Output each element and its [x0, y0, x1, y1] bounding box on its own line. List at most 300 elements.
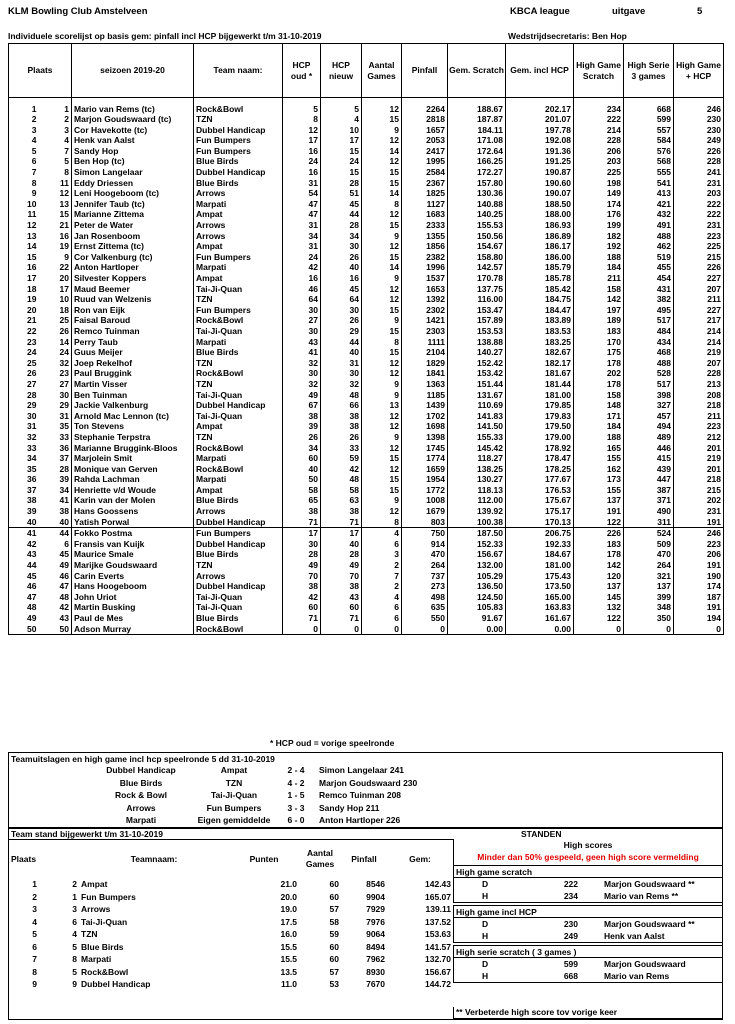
high-game-cell: 182	[574, 231, 624, 242]
pinfall-cell: 1829	[402, 358, 448, 369]
pinfall-cell: 1995	[402, 156, 448, 167]
pinfall-cell: 264	[402, 560, 448, 571]
high-serie-cell: 489	[624, 432, 674, 443]
games-cell: 15	[362, 167, 402, 178]
high-game-hcp-cell: 219	[674, 347, 724, 358]
pinfall-cell: 2053	[402, 135, 448, 146]
high-game-cell: 170	[574, 337, 624, 348]
rank-cell: 3	[9, 125, 39, 136]
games-cell: 15	[362, 326, 402, 337]
team-name-cell: Rock&Bowl	[81, 966, 129, 977]
prev-rank-cell: 32	[39, 358, 72, 369]
table-row	[9, 432, 724, 443]
player-name-cell: Faisal Baroud	[72, 315, 194, 326]
player-name-cell: Adson Murray	[72, 624, 194, 635]
pinfall-cell: 1679	[402, 506, 448, 517]
team-name-cell: Dubbel Handicap	[81, 979, 151, 989]
team-name-cell: Marpati	[194, 337, 283, 348]
games-cell: 60	[329, 954, 340, 964]
hcp-new-cell: 49	[321, 560, 362, 571]
table-row	[9, 421, 724, 432]
player-name-cell: Marianne Zittema	[72, 209, 194, 220]
team-name-cell: TZN	[194, 114, 283, 125]
games-cell: 9	[362, 231, 402, 242]
high-game-cell: 171	[574, 411, 624, 422]
high-game-cell: 188	[574, 252, 624, 263]
player-name-cell: Fransis van Kuijk	[72, 539, 194, 550]
table-row	[9, 167, 724, 178]
team-name-cell: Blue Birds	[194, 495, 283, 506]
pinfall-cell: 8546	[366, 879, 386, 889]
prev-rank-cell: 38	[39, 506, 72, 517]
player-name-cell: Marjon Goudswaard (tc)	[72, 114, 194, 125]
standen-label: STANDEN	[521, 829, 562, 839]
table-row	[9, 146, 724, 157]
prev-rank-cell: 49	[39, 560, 72, 571]
table-row	[9, 104, 724, 115]
prev-rank-cell: 39	[39, 474, 72, 485]
col-header: Gem. incl HCP	[506, 44, 574, 98]
table-row	[9, 517, 724, 528]
high-game-hcp-cell: 207	[674, 284, 724, 295]
high-serie-cell: 541	[624, 178, 674, 189]
high-serie-cell: 491	[624, 220, 674, 231]
pinfall-cell: 2382	[402, 252, 448, 263]
team-results-section	[8, 752, 723, 828]
games-cell: 60	[329, 891, 340, 902]
high-game-cell: 149	[574, 188, 624, 199]
prev-rank-cell: 7	[39, 146, 72, 157]
stand-row	[9, 928, 453, 941]
games-cell: 15	[362, 453, 402, 464]
games-cell: 6	[362, 613, 402, 624]
avg-hcp-cell: 201.07	[506, 114, 574, 125]
high-game-hcp-cell: 211	[674, 294, 724, 305]
avg-hcp-cell: 190.07	[506, 188, 574, 199]
team-name-cell: Fun Bumpers	[194, 252, 283, 263]
games-cell: 58	[329, 916, 340, 927]
hcp-new-cell: 30	[321, 368, 362, 379]
prev-rank-cell: 24	[39, 347, 72, 358]
stand-col-header: Punten	[249, 853, 279, 864]
high-game-cell: 174	[574, 199, 624, 210]
avg-scratch-cell: 142.57	[448, 262, 506, 273]
pinfall-cell: 1392	[402, 294, 448, 305]
pinfall-cell: 1355	[402, 231, 448, 242]
high-game-hcp-cell: 208	[674, 390, 724, 401]
table-row	[9, 549, 724, 560]
avg-hcp-cell: 182.17	[506, 358, 574, 369]
hcp-new-cell: 38	[321, 506, 362, 517]
hcp-old-cell: 50	[283, 474, 321, 485]
high-game-cell: 197	[574, 305, 624, 316]
avg-scratch-cell: 138.25	[448, 464, 506, 475]
hcp-old-cell: 27	[283, 315, 321, 326]
secretary: Wedstrijdsecretaris: Ben Hop	[508, 31, 627, 41]
table-row	[9, 390, 724, 401]
hcp-new-cell: 43	[321, 592, 362, 603]
score-cell: 230	[563, 919, 578, 929]
table-row	[9, 464, 724, 475]
games-cell: 57	[329, 904, 340, 914]
rank-cell: 1	[32, 879, 37, 889]
rank-cell: 3	[32, 904, 37, 914]
pinfall-cell: 1659	[402, 464, 448, 475]
team-name-cell: Blue Birds	[194, 178, 283, 189]
games-cell: 9	[362, 125, 402, 136]
team-name-cell: Blue Birds	[81, 941, 124, 952]
avg-hcp-cell: 206.75	[506, 528, 574, 539]
rank-cell: 47	[9, 592, 39, 603]
high-game-hcp-cell: 191	[674, 602, 724, 613]
high-game-hcp-cell: 231	[674, 506, 724, 517]
player-name-cell: Hans Goossens	[72, 506, 194, 517]
games-cell: 15	[362, 114, 402, 125]
team-name-cell: Dubbel Handicap	[194, 125, 283, 136]
games-cell: 0	[362, 624, 402, 635]
team-name-cell: TZN	[194, 432, 283, 443]
avg-scratch-cell: 166.25	[448, 156, 506, 167]
player-name-cell: John Uriot	[72, 592, 194, 603]
table-row	[9, 495, 724, 506]
rank-cell: 27	[9, 379, 39, 390]
hcp-new-cell: 38	[321, 411, 362, 422]
avg-scratch-cell: 141.50	[448, 421, 506, 432]
division-cell: H	[482, 971, 489, 981]
player-name-cell: Eddy Driessen	[72, 178, 194, 189]
table-row	[9, 178, 724, 189]
rank-cell: 39	[9, 506, 39, 517]
high-game-hcp-cell: 223	[674, 421, 724, 432]
high-game-cell: 183	[574, 539, 624, 550]
high-game-cell: 165	[574, 443, 624, 454]
stand-row	[9, 941, 453, 954]
avg-scratch-cell: 139.92	[448, 506, 506, 517]
col-header: Pinfall	[402, 44, 448, 98]
avg-scratch-cell: 155.33	[448, 432, 506, 443]
col-header: Plaats	[9, 44, 72, 98]
avg-hcp-cell: 173.50	[506, 581, 574, 592]
high-serie-cell: 470	[624, 549, 674, 560]
high-game-cell: 155	[574, 485, 624, 496]
avg-hcp-cell: 181.67	[506, 368, 574, 379]
prev-rank-cell: 21	[39, 220, 72, 231]
high-game-hcp-cell: 191	[674, 517, 724, 528]
hcp-new-cell: 33	[321, 443, 362, 454]
stand-row	[9, 966, 453, 979]
avg-hcp-cell: 186.93	[506, 220, 574, 231]
hcp-old-cell: 70	[283, 571, 321, 582]
high-game-cell: 137	[574, 495, 624, 506]
pinfall-cell: 635	[402, 602, 448, 613]
home-team: Marpati	[125, 815, 157, 825]
hcp-new-cell: 40	[321, 347, 362, 358]
prev-rank-cell: 40	[39, 517, 72, 528]
points-cell: 15.5	[280, 954, 298, 964]
pinfall-cell: 1398	[402, 432, 448, 443]
avg-hcp-cell: 165.00	[506, 592, 574, 603]
pinfall-cell: 1127	[402, 199, 448, 210]
avg-scratch-cell: 187.87	[448, 114, 506, 125]
rank-cell: 2	[32, 891, 37, 902]
division-cell: H	[482, 931, 489, 941]
pinfall-cell: 2302	[402, 305, 448, 316]
rank-cell: 45	[9, 571, 39, 582]
rank-cell: 20	[9, 305, 39, 316]
player-name-cell: Ben Tuinman	[72, 390, 194, 401]
table-row	[9, 560, 724, 571]
high-game-hcp-cell: 194	[674, 613, 724, 624]
player-cell: Mario van Rems	[604, 971, 670, 981]
avg-hcp-cell: 190.60	[506, 178, 574, 189]
avg-scratch-cell: 145.42	[448, 443, 506, 454]
pinfall-cell: 1698	[402, 421, 448, 432]
score-cell: 599	[563, 959, 578, 969]
table-row	[9, 400, 724, 411]
table-row	[9, 485, 724, 496]
high-game-hcp-cell: 241	[674, 167, 724, 178]
player-name-cell: Yatish Porwal	[72, 517, 194, 528]
hcp-new-cell: 40	[321, 262, 362, 273]
prev-rank-cell: 22	[39, 262, 72, 273]
avg-scratch-cell: 152.33	[448, 539, 506, 550]
prev-rank-cell: 25	[39, 315, 72, 326]
hcp-old-cell: 30	[283, 368, 321, 379]
high-game-player: Remco Tuinman 208	[319, 790, 402, 800]
rank-cell: 21	[9, 315, 39, 326]
high-serie-cell: 413	[624, 188, 674, 199]
rank-cell: 50	[9, 624, 39, 635]
games-cell: 9	[362, 273, 402, 284]
high-game-hcp-cell: 223	[674, 231, 724, 242]
high-game-cell: 183	[574, 326, 624, 337]
pinfall-cell: 498	[402, 592, 448, 603]
team-name-cell: TZN	[81, 929, 98, 939]
avg-scratch-cell: 157.80	[448, 178, 506, 189]
table-row	[9, 613, 724, 624]
hcp-old-cell: 34	[283, 443, 321, 454]
high-serie-cell: 382	[624, 294, 674, 305]
away-team: Tai-Ji-Quan	[210, 790, 258, 800]
hcp-new-cell: 44	[321, 337, 362, 348]
games-cell: 7	[362, 571, 402, 582]
rank-cell: 28	[9, 390, 39, 401]
pinfall-cell: 1774	[402, 453, 448, 464]
avg-hcp-cell: 179.00	[506, 432, 574, 443]
high-scores-title: High scores	[563, 840, 613, 850]
avg-scratch-cell: 124.50	[448, 592, 506, 603]
player-name-cell: Karin van der Molen	[72, 495, 194, 506]
hcp-new-cell: 28	[321, 220, 362, 231]
high-game-cell: 173	[574, 474, 624, 485]
rank-cell: 5	[9, 146, 39, 157]
player-name-cell: Remco Tuinman	[72, 326, 194, 337]
hcp-new-cell: 15	[321, 146, 362, 157]
high-game-player: Marjon Goudswaard 230	[319, 777, 418, 788]
match-score: 1 - 5	[287, 790, 305, 800]
hcp-new-cell: 0	[321, 624, 362, 635]
hcp-new-cell: 71	[321, 613, 362, 624]
games-cell: 6	[362, 539, 402, 550]
pinfall-cell: 1772	[402, 485, 448, 496]
hcp-old-cell: 31	[283, 178, 321, 189]
stand-row	[9, 903, 453, 916]
rank-cell: 14	[9, 241, 39, 252]
pinfall-cell: 9904	[366, 891, 386, 902]
games-cell: 53	[329, 979, 340, 989]
hcp-old-cell: 28	[283, 549, 321, 560]
average-cell: 137.52	[425, 916, 452, 927]
table-row	[9, 602, 724, 613]
team-name-cell: Blue Birds	[194, 613, 283, 624]
games-cell: 12	[362, 104, 402, 115]
average-cell: 156.67	[425, 966, 452, 977]
high-game-hcp-cell: 226	[674, 262, 724, 273]
avg-hcp-cell: 185.79	[506, 262, 574, 273]
points-cell: 19.0	[280, 904, 298, 914]
player-name-cell: Monique van Gerven	[72, 464, 194, 475]
high-serie-cell: 576	[624, 146, 674, 157]
col-header: seizoen 2019-20	[72, 44, 194, 98]
average-cell: 139.11	[425, 904, 452, 914]
rank-cell: 13	[9, 231, 39, 242]
high-scores-panel	[453, 839, 723, 1019]
hcp-old-cell: 43	[283, 337, 321, 348]
edition-label: uitgave	[612, 6, 646, 17]
team-name-cell: Tai-Ji-Quan	[194, 390, 283, 401]
player-name-cell: Fokko Postma	[72, 528, 194, 539]
high-serie-cell: 0	[624, 624, 674, 635]
player-name-cell: Ton Stevens	[72, 421, 194, 432]
team-name-cell: Marpati	[194, 262, 283, 273]
high-serie-cell: 371	[624, 495, 674, 506]
hcp-new-cell: 15	[321, 167, 362, 178]
table-row	[9, 156, 724, 167]
avg-scratch-cell: 136.50	[448, 581, 506, 592]
high-serie-cell: 387	[624, 485, 674, 496]
pinfall-cell: 1185	[402, 390, 448, 401]
prev-rank-cell: 20	[39, 273, 72, 284]
hcp-old-cell: 38	[283, 581, 321, 592]
pinfall-cell: 7962	[366, 954, 386, 964]
stand-col-header: Teamnaam:	[130, 853, 178, 864]
high-game-cell: 184	[574, 262, 624, 273]
player-name-cell: Ron van Eijk	[72, 305, 194, 316]
home-team: Rock & Bowl	[115, 790, 167, 800]
hcp-old-cell: 24	[283, 252, 321, 263]
high-game-hcp-cell: 228	[674, 156, 724, 167]
rank-cell: 36	[9, 474, 39, 485]
hcp-new-cell: 60	[321, 602, 362, 613]
player-name-cell: Simon Langelaar	[72, 167, 194, 178]
hcp-new-cell: 64	[321, 294, 362, 305]
high-game-cell: 198	[574, 178, 624, 189]
avg-hcp-cell: 181.44	[506, 379, 574, 390]
prev-rank-cell: 11	[39, 178, 72, 189]
avg-hcp-cell: 192.33	[506, 539, 574, 550]
hcp-old-cell: 58	[283, 485, 321, 496]
table-row	[9, 347, 724, 358]
high-score-section	[453, 905, 723, 943]
high-game-hcp-cell: 219	[674, 453, 724, 464]
player-cell: Marjon Goudswaard	[604, 959, 686, 969]
team-name-cell: Arrows	[194, 188, 283, 199]
team-name-cell: Blue Birds	[194, 549, 283, 560]
hcp-old-cell: 38	[283, 506, 321, 517]
rank-cell: 12	[9, 220, 39, 231]
player-name-cell: Silvester Koppers	[72, 273, 194, 284]
avg-scratch-cell: 187.50	[448, 528, 506, 539]
team-name-cell: Dubbel Handicap	[194, 167, 283, 178]
team-name-cell: Dubbel Handicap	[194, 517, 283, 528]
high-game-hcp-cell: 201	[674, 464, 724, 475]
hcp-old-cell: 12	[283, 125, 321, 136]
hcp-new-cell: 38	[321, 581, 362, 592]
player-name-cell: Jan Rosenboom	[72, 231, 194, 242]
prev-rank-cell: 5	[39, 156, 72, 167]
rank-cell: 6	[9, 156, 39, 167]
home-team: Blue Birds	[119, 777, 163, 788]
high-serie-cell: 488	[624, 358, 674, 369]
high-game-hcp-cell: 225	[674, 241, 724, 252]
points-cell: 11.0	[280, 979, 298, 989]
club-name: KLM Bowling Club Amstelveen	[8, 6, 148, 17]
high-game-hcp-cell: 187	[674, 592, 724, 603]
pinfall-cell: 273	[402, 581, 448, 592]
hcp-old-cell: 5	[283, 104, 321, 115]
high-game-hcp-cell: 212	[674, 432, 724, 443]
match-score: 4 - 2	[287, 777, 305, 788]
col-header: High Game Scratch	[574, 44, 624, 98]
home-team: Arrows	[126, 802, 156, 813]
avg-hcp-cell: 163.83	[506, 602, 574, 613]
rank-cell: 24	[9, 347, 39, 358]
high-game-hcp-cell: 231	[674, 178, 724, 189]
average-cell: 144.72	[425, 979, 452, 989]
prev-rank-cell: 30	[39, 390, 72, 401]
high-serie-cell: 555	[624, 167, 674, 178]
prev-rank-cell: 34	[39, 485, 72, 496]
player-name-cell: Maud Beemer	[72, 284, 194, 295]
player-name-cell: Marianne Bruggink-Bloos	[72, 443, 194, 454]
table-row	[9, 305, 724, 316]
avg-hcp-cell: 182.67	[506, 347, 574, 358]
games-cell: 9	[362, 432, 402, 443]
player-name-cell: Anton Hartloper	[72, 262, 194, 273]
avg-scratch-cell: 152.42	[448, 358, 506, 369]
points-cell: 13.5	[280, 966, 298, 977]
avg-hcp-cell: 181.00	[506, 560, 574, 571]
col-header: Aantal Games	[362, 44, 402, 98]
table-row	[9, 284, 724, 295]
games-cell: 13	[362, 400, 402, 411]
avg-scratch-cell: 91.67	[448, 613, 506, 624]
hcp-old-cell: 30	[283, 305, 321, 316]
hcp-old-cell: 67	[283, 400, 321, 411]
stand-row	[9, 953, 453, 966]
player-cell: Marjon Goudswaard **	[604, 919, 695, 929]
high-game-cell: 225	[574, 167, 624, 178]
hcp-new-cell: 40	[321, 539, 362, 550]
high-game-hcp-cell: 249	[674, 135, 724, 146]
avg-hcp-cell: 175.67	[506, 495, 574, 506]
avg-hcp-cell: 183.89	[506, 315, 574, 326]
pinfall-cell: 2333	[402, 220, 448, 231]
hcp-new-cell: 28	[321, 178, 362, 189]
rank-cell: 29	[9, 400, 39, 411]
player-name-cell: Ernst Zittema (tc)	[72, 241, 194, 252]
player-name-cell: Arnold Mac Lennon (tc)	[72, 411, 194, 422]
